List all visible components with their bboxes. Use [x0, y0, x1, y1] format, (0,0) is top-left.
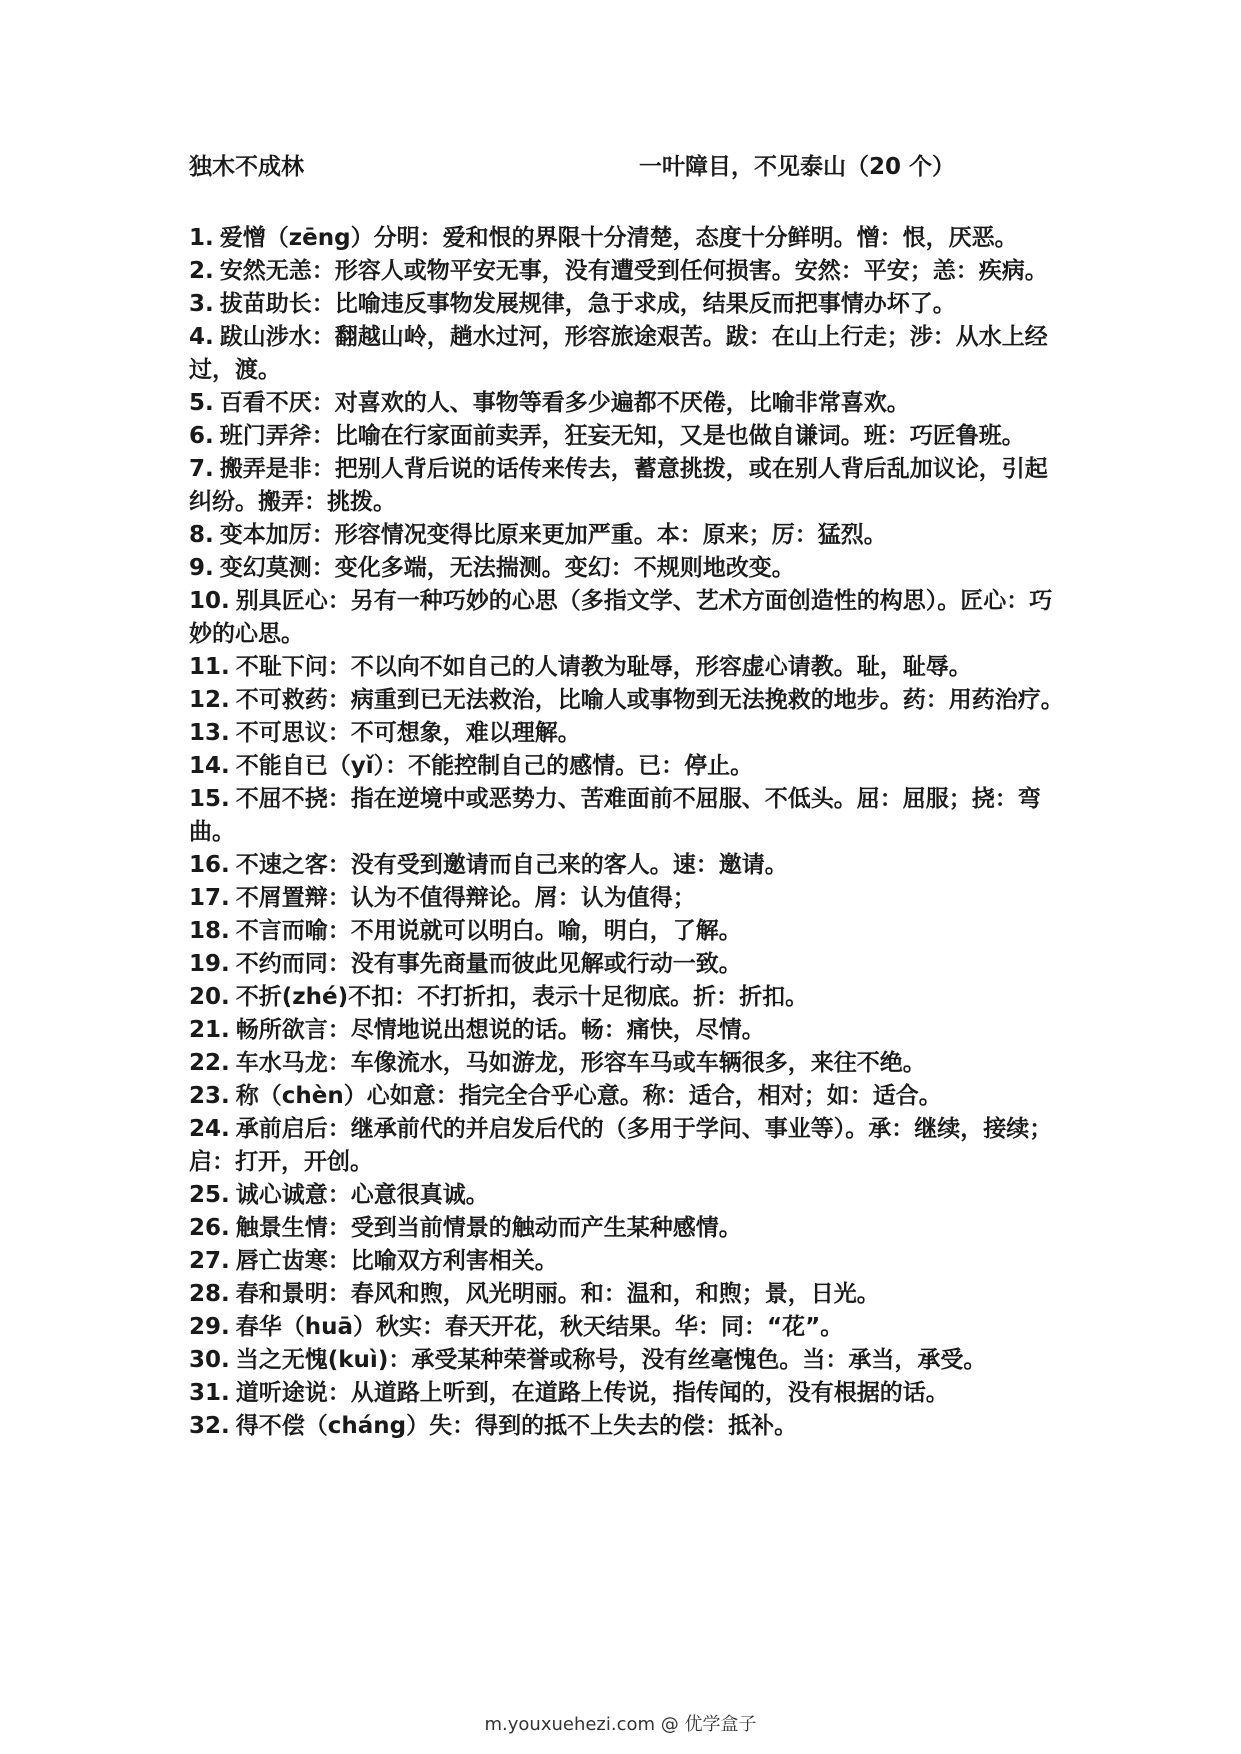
idiom-entry	[189, 1278, 1069, 1311]
idiom-entry	[189, 1245, 1069, 1278]
idiom-entry	[189, 552, 1069, 585]
entry-text: 别具匠心：另有一种巧妙的心思（多指文学、艺术方面创造性的构思）。匠心：巧妙的心思。	[189, 588, 1053, 647]
idiom-entry	[189, 915, 1069, 948]
idiom-entry	[189, 1311, 1069, 1344]
entry-number: 25.	[189, 1182, 230, 1208]
entry-text: 安然无恙：形容人或物平安无事，没有遭受到任何损害。安然：平安；恙：疾病。	[219, 258, 1048, 284]
entry-number: 16.	[189, 852, 230, 878]
entry-text: 不耻下问：不以向不如自己的人请教为耻辱，形容虚心请教。耻，耻辱。	[235, 654, 972, 680]
entry-number: 1.	[189, 225, 214, 251]
entry-number: 10.	[189, 588, 230, 614]
entry-text: 不言而喻：不用说就可以明白。喻，明白，了解。	[235, 918, 742, 944]
idiom-entry	[189, 255, 1069, 288]
entry-number: 19.	[189, 951, 230, 977]
entry-number: 21.	[189, 1017, 230, 1043]
entry-number: 8.	[189, 522, 214, 548]
entry-number: 2.	[189, 258, 214, 284]
entry-number: 32.	[189, 1413, 230, 1439]
idiom-entry	[189, 288, 1069, 321]
entry-text: 搬弄是非：把别人背后说的话传来传去，蓄意挑拨，或在别人背后乱加议论，引起纠纷。搬弄：挑拨。	[189, 456, 1048, 515]
idiom-entry	[189, 1014, 1069, 1047]
entry-text: 春和景明：春风和煦，风光明丽。和：温和，和煦；景，日光。	[235, 1281, 880, 1307]
header-left-title: 独木不成林	[189, 154, 304, 180]
entry-number: 9.	[189, 555, 214, 581]
entry-text: 变幻莫测：变化多端，无法揣测。变幻：不规则地改变。	[219, 555, 795, 581]
idiom-entry	[189, 783, 1069, 849]
entry-number: 29.	[189, 1314, 230, 1340]
entry-text: 道听途说：从道路上听到，在道路上传说，指传闻的，没有根据的话。	[235, 1380, 949, 1406]
entry-text: 拔苗助长：比喻违反事物发展规律，急于求成，结果反而把事情办坏了。	[219, 291, 956, 317]
entry-number: 12.	[189, 687, 230, 713]
entry-text: 车水马龙：车像流水，马如游龙，形容车马或车辆很多，来往不绝。	[235, 1050, 926, 1076]
entry-number: 24.	[189, 1116, 230, 1142]
entry-number: 14.	[189, 753, 230, 779]
entry-text: 称（chèn）心如意：指完全合乎心意。称：适合，相对；如：适合。	[235, 1083, 942, 1109]
entry-text: 班门弄斧：比喻在行家面前卖弄，狂妄无知，又是也做自谦词。班：巧匠鲁班。	[219, 423, 1025, 449]
idiom-entry	[189, 948, 1069, 981]
entry-number: 4.	[189, 324, 214, 350]
idiom-entry	[189, 849, 1069, 882]
idiom-entry	[189, 1179, 1069, 1212]
entry-number: 30.	[189, 1347, 230, 1373]
entry-number: 31.	[189, 1380, 230, 1406]
entry-text: 不速之客：没有受到邀请而自己来的客人。速：邀请。	[235, 852, 788, 878]
entry-text: 得不偿（cháng）失：得到的抵不上失去的偿：抵补。	[235, 1413, 798, 1439]
entry-number: 15.	[189, 786, 230, 812]
idiom-entry	[189, 1212, 1069, 1245]
idiom-entry	[189, 387, 1069, 420]
entry-text: 春华（huā）秋实：春天开花，秋天结果。华：同：“花”。	[235, 1314, 844, 1340]
idiom-entry	[189, 684, 1069, 717]
entry-text: 当之无愧(kuì)：承受某种荣誉或称号，没有丝毫愧色。当：承当，承受。	[235, 1347, 987, 1373]
entry-number: 27.	[189, 1248, 230, 1274]
idiom-entry	[189, 222, 1069, 255]
entry-text: 承前启后：继承前代的并启发后代的（多用于学问、事业等）。承：继续，接续；启：打开，开创。	[189, 1116, 1053, 1175]
idiom-entry	[189, 585, 1069, 651]
idiom-entry	[189, 453, 1069, 519]
idiom-entry	[189, 750, 1069, 783]
idiom-list	[189, 222, 1069, 1443]
entry-number: 3.	[189, 291, 214, 317]
entry-number: 17.	[189, 885, 230, 911]
entry-text: 不屑置辩：认为不值得辩论。屑：认为值得；	[235, 885, 696, 911]
entry-number: 26.	[189, 1215, 230, 1241]
idiom-entry	[189, 882, 1069, 915]
idiom-entry	[189, 1080, 1069, 1113]
entry-text: 不能自已（yǐ）：不能控制自己的感情。已：停止。	[235, 753, 754, 779]
entry-number: 13.	[189, 720, 230, 746]
entry-text: 爱憎（zēng）分明：爱和恨的界限十分清楚，态度十分鲜明。憎：恨，厌恶。	[219, 225, 1018, 251]
entry-text: 跋山涉水：翻越山岭，趟水过河，形容旅途艰苦。跋：在山上行走；涉：从水上经过，渡。	[189, 324, 1048, 383]
idiom-entry	[189, 321, 1069, 387]
entry-number: 7.	[189, 456, 214, 482]
idiom-entry	[189, 717, 1069, 750]
idiom-entry	[189, 1377, 1069, 1410]
entry-text: 触景生情：受到当前情景的触动而产生某种感情。	[235, 1215, 742, 1241]
entry-text: 唇亡齿寒：比喻双方利害相关。	[235, 1248, 558, 1274]
entry-text: 不屈不挠：指在逆境中或恶势力、苦难面前不屈服、不低头。屈：屈服；挠：弯曲。	[189, 786, 1041, 845]
entry-number: 11.	[189, 654, 230, 680]
entry-text: 畅所欲言：尽情地说出想说的话。畅：痛快，尽情。	[235, 1017, 765, 1043]
header-right-title: 一叶障目，不见泰山（20 个）	[639, 154, 956, 180]
idiom-entry	[189, 981, 1069, 1014]
idiom-entry	[189, 519, 1069, 552]
entry-number: 18.	[189, 918, 230, 944]
entry-number: 5.	[189, 390, 214, 416]
entry-text: 变本加厉：形容情况变得比原来更加严重。本：原来；厉：猛烈。	[219, 522, 887, 548]
entry-number: 6.	[189, 423, 214, 449]
entry-number: 22.	[189, 1050, 230, 1076]
idiom-entry	[189, 1113, 1069, 1179]
entry-text: 诚心诚意：心意很真诚。	[235, 1182, 489, 1208]
entry-text: 不约而同：没有事先商量而彼此见解或行动一致。	[235, 951, 742, 977]
entry-text: 不折(zhé)不扣：不打折扣，表示十足彻底。折：折扣。	[235, 984, 809, 1010]
idiom-entry	[189, 1047, 1069, 1080]
entry-number: 23.	[189, 1083, 230, 1109]
idiom-entry	[189, 1410, 1069, 1443]
entry-text: 百看不厌：对喜欢的人、事物等看多少遍都不厌倦，比喻非常喜欢。	[219, 390, 910, 416]
idiom-entry	[189, 1344, 1069, 1377]
entry-number: 20.	[189, 984, 230, 1010]
entry-text: 不可思议：不可想象，难以理解。	[235, 720, 581, 746]
entry-text: 不可救药：病重到已无法救治，比喻人或事物到无法挽救的地步。药：用药治疗。	[235, 687, 1064, 713]
footer-watermark: m.youxuehezi.com @ 优学盒子	[484, 1714, 757, 1735]
idiom-entry	[189, 420, 1069, 453]
entry-number: 28.	[189, 1281, 230, 1307]
idiom-entry	[189, 651, 1069, 684]
